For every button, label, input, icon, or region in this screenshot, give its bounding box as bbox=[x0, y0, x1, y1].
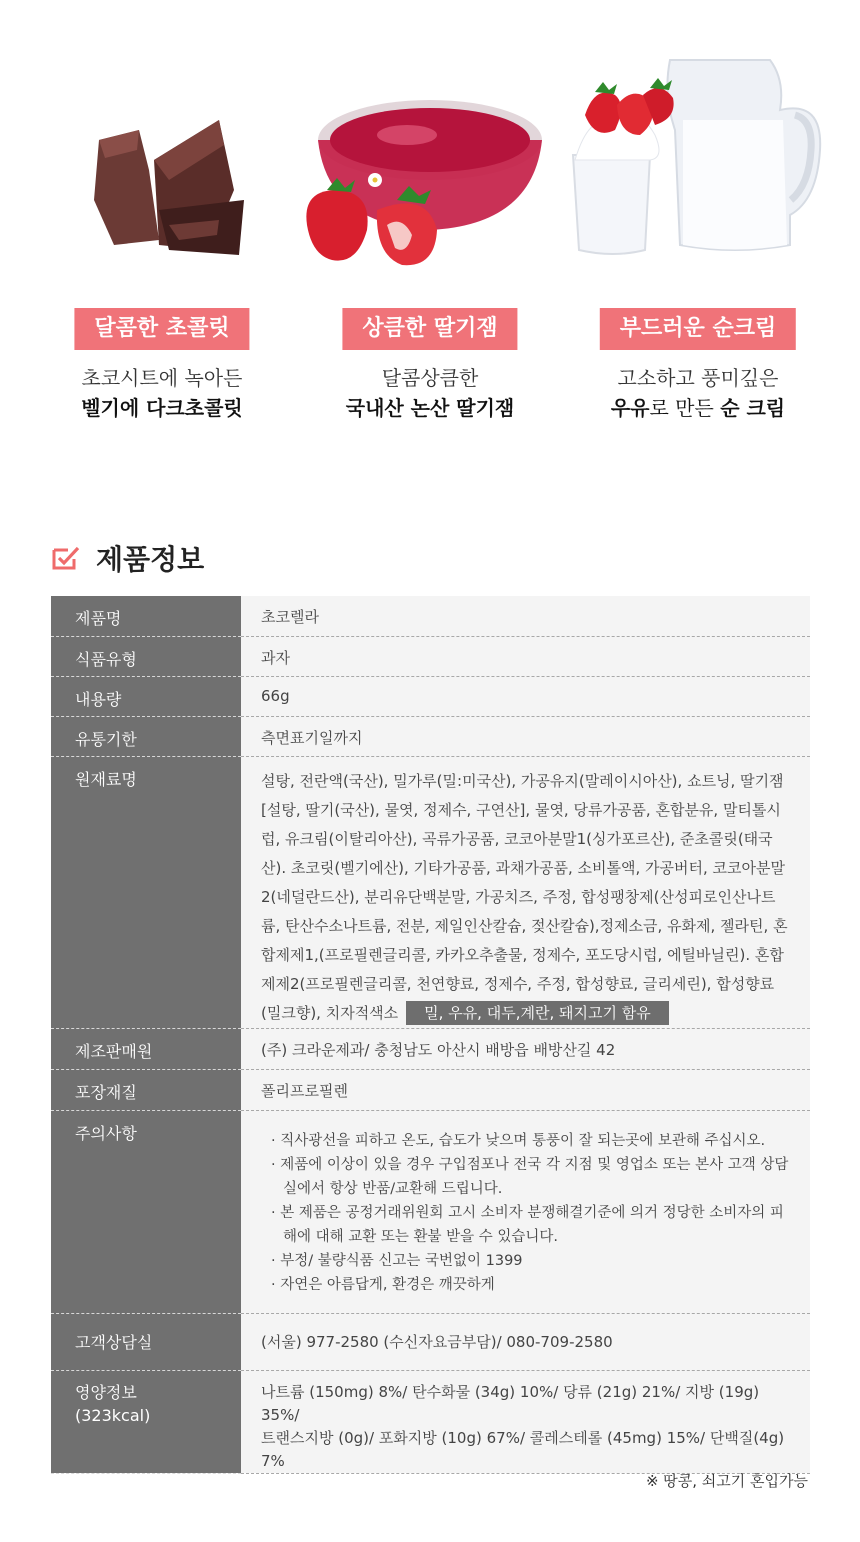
strawberry-jam-image bbox=[287, 40, 573, 280]
table-row bbox=[51, 1069, 810, 1110]
row-value: 초코렐라 bbox=[241, 596, 810, 636]
row-label: 식품유형 bbox=[51, 636, 241, 676]
section-title-text: 제품정보 bbox=[96, 543, 205, 576]
feature-pill: 상큼한 딸기잼 bbox=[342, 308, 517, 350]
feature-line2-bold2: 순 크림 bbox=[720, 396, 786, 420]
table-row bbox=[51, 636, 810, 676]
footnote: ※ 땅콩, 쇠고기 혼입가능 bbox=[645, 1472, 808, 1490]
table-row bbox=[51, 1370, 810, 1473]
list-item: · 자연은 아름답게, 환경은 깨끗하게 bbox=[271, 1276, 495, 1293]
feature-line2-bold: 국내산 논산 딸기잼 bbox=[345, 396, 515, 420]
row-value: (주) 크라운제과/ 충청남도 아산시 배방읍 배방산길 42 bbox=[241, 1028, 810, 1069]
row-value: 측면표기일까지 bbox=[241, 716, 810, 756]
table-row bbox=[51, 1110, 810, 1313]
row-label: 포장재질 bbox=[51, 1069, 241, 1110]
check-pen-icon bbox=[50, 544, 82, 572]
feature-line1: 달콤상큼한 bbox=[381, 366, 479, 390]
feature-line2 bbox=[287, 392, 573, 421]
nutrition-label bbox=[51, 1370, 241, 1473]
feature-section bbox=[0, 0, 860, 470]
feature-line2-bold: 우유 bbox=[610, 396, 650, 420]
row-value: 폴리프로필렌 bbox=[241, 1069, 810, 1110]
table-row bbox=[51, 596, 810, 636]
feature-jam bbox=[287, 0, 573, 470]
table-row bbox=[51, 1313, 810, 1370]
row-label: 제품명 bbox=[51, 596, 241, 636]
row-label: 원재료명 bbox=[51, 756, 241, 1028]
feature-pill: 부드러운 순크림 bbox=[600, 308, 796, 350]
feature-line2 bbox=[19, 392, 305, 421]
nutrition-kcal: (323kcal) bbox=[75, 1405, 151, 1425]
milk-strawberry-image bbox=[555, 40, 841, 280]
row-label: 유통기한 bbox=[51, 716, 241, 756]
ingredients-cell bbox=[241, 756, 810, 1028]
feature-line1: 고소하고 풍미깊은 bbox=[617, 366, 779, 390]
nutrition-label-text: 영양정보 bbox=[75, 1382, 137, 1402]
nutrition-line1: 나트륨 (150mg) 8%/ 탄수화물 (34g) 10%/ 당류 (21g) 21%/ 지방 (19g) 35%/ bbox=[261, 1382, 760, 1424]
ingredients-text: 설탕, 전란액(국산), 밀가루(밀:미국산), 가공유지(말레이시아산), 쇼트닝, 딸기잼[설탕, 딸기(국산), 물엿, 정제수, 구연산], 물엿, 당류가공품, 혼합분유, 말티톨시럽, 유크림(이탈리아산), 곡류가공품, 코코아분말1(싱가포르산), 준초콜릿(태국산). 초코릿(벨기에산), 기타가공품, 과채가공품, 소비톨액, 가공버터, 코코아분말2(네덜란드산), 분리유단백분말, 가공치즈, 주정, 합성팽창제(산성피로인산나트륨, 탄산수소나트륨, 전분, 제일인산칼슘, 젖산칼슘),정제소금, 유화제, 젤라틴, 혼합제제1,(프로필렌글리콜, 카카오추출물, 정제수, 포도당시럽, 에틸바닐린). 혼합제제2(프로필렌글리콜, 천연향료, 정제수, 주정, 합성향료, 글리세린), 합성향료(밀크향), 치자적색소 bbox=[261, 771, 788, 1022]
list-item: · 제품에 이상이 있을 경우 구입점포나 전국 각 지점 및 영업소 또는 본사 고객 상담실에서 항상 반품/교환해 드립니다. bbox=[271, 1156, 789, 1197]
notes-list bbox=[261, 1121, 792, 1297]
row-label: 고객상담실 bbox=[51, 1313, 241, 1370]
list-item: · 직사광선을 피하고 온도, 습도가 낮으며 통풍이 잘 되는곳에 보관해 주십시오. bbox=[271, 1132, 766, 1149]
feature-pill: 달콤한 초콜릿 bbox=[74, 308, 249, 350]
list-item: · 본 제품은 공정거래위원회 고시 소비자 분쟁해결기준에 의거 정당한 소비자의 피해에 대해 교환 또는 환불 받을 수 있습니다. bbox=[271, 1204, 784, 1245]
table-row bbox=[51, 716, 810, 756]
row-label: 제조판매원 bbox=[51, 1028, 241, 1069]
row-value: 66g bbox=[241, 676, 810, 716]
nutrition-value bbox=[241, 1370, 810, 1473]
row-value: (서울) 977-2580 (수신자요금부담)/ 080-709-2580 bbox=[241, 1313, 810, 1370]
feature-cream bbox=[555, 0, 841, 470]
feature-line2 bbox=[555, 392, 841, 421]
feature-line2-rest: 로 만든 bbox=[649, 396, 721, 420]
section-title bbox=[50, 538, 204, 578]
table-row bbox=[51, 676, 810, 716]
list-item: · 부정/ 불량식품 신고는 국번없이 1399 bbox=[271, 1252, 523, 1269]
table-row bbox=[51, 756, 810, 1028]
nutrition-line2: 트랜스지방 (0g)/ 포화지방 (10g) 67%/ 콜레스테롤 (45mg) 15%/ 단백질(4g) 7% bbox=[261, 1428, 785, 1470]
product-info-table bbox=[51, 596, 810, 1474]
chocolate-image bbox=[19, 40, 305, 280]
feature-chocolate bbox=[19, 0, 305, 470]
feature-line1: 초코시트에 녹아든 bbox=[81, 366, 243, 390]
table-row bbox=[51, 1028, 810, 1069]
allergen-badge: 밀, 우유, 대두,계란, 돼지고기 함유 bbox=[406, 1001, 669, 1025]
row-value: 과자 bbox=[241, 636, 810, 676]
feature-line2-bold: 벨기에 다크초콜릿 bbox=[81, 396, 243, 420]
row-label: 내용량 bbox=[51, 676, 241, 716]
row-label: 주의사항 bbox=[51, 1110, 241, 1313]
notes-cell bbox=[241, 1110, 810, 1313]
